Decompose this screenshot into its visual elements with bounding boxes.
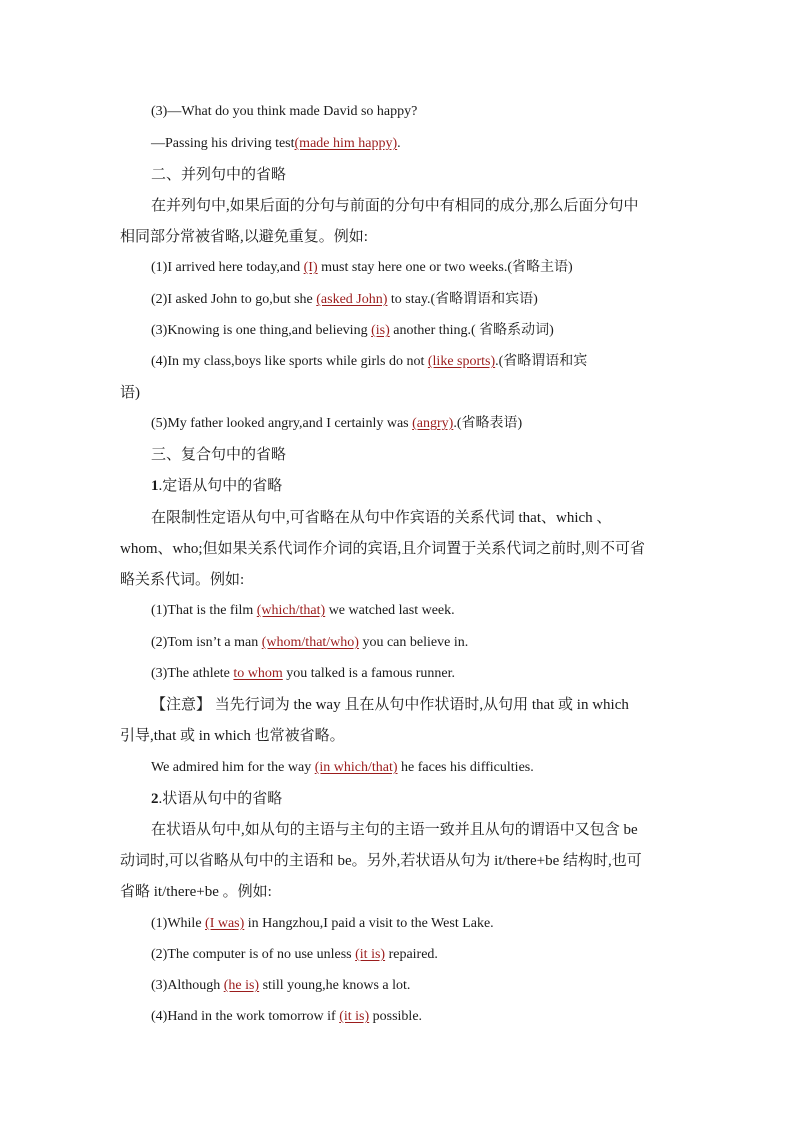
example-sentence	[0, 258, 794, 278]
subsection-heading	[0, 476, 794, 496]
text-segment: (3)Knowing is one thing,and believing	[151, 323, 372, 338]
text-segment: (3)Although	[151, 978, 224, 993]
example-sentence	[0, 352, 794, 372]
text-segment: another thing.( 省略系动词)	[389, 323, 554, 338]
example-sentence	[0, 945, 794, 965]
note-line: 【注意】 当先行词为 the way 且在从句中作状语时,从句用 that 或 in which	[151, 697, 629, 713]
text-segment: .(省略谓语和宾	[495, 354, 588, 369]
text-segment: We admired him for the way	[151, 760, 315, 775]
text-segment: we watched last week.	[325, 603, 455, 618]
text-segment: .(省略表语)	[453, 416, 523, 431]
section-heading: 三、复合句中的省略	[151, 447, 287, 463]
text-segment: (2)The computer is of no use unless	[151, 947, 356, 962]
text-segment: (1)That is the film	[151, 603, 257, 618]
paragraph-line: 语)	[120, 385, 140, 401]
paragraph-line: 略关系代词。例如:	[120, 572, 245, 588]
answer-blank: (which/that)	[256, 603, 326, 618]
text-segment: to stay.(省略谓语和宾语)	[387, 292, 538, 307]
example-sentence	[0, 633, 794, 653]
subsection-title: .定语从句中的省略	[158, 478, 283, 494]
text-segment: in Hangzhou,I paid a visit to the West Lake.	[244, 916, 494, 931]
answer-blank: (angry)	[412, 416, 454, 431]
answer-blank: (asked John)	[316, 292, 388, 307]
paragraph-line: whom、who;但如果关系代词作介词的宾语,且介词置于关系代词之前时,则不可省	[120, 541, 646, 557]
text-segment: (3)The athlete	[151, 666, 234, 681]
paragraph-line: 动词时,可以省略从句中的主语和 be。另外,若状语从句为 it/there+be 结构时,也可	[120, 853, 642, 869]
text-segment: .	[397, 136, 401, 151]
example-sentence	[0, 321, 794, 341]
answer-blank: (made him happy)	[294, 136, 398, 151]
text-segment: (2)I asked John to go,but she	[151, 292, 317, 307]
answer-blank: (I was)	[205, 916, 245, 931]
example-sentence	[0, 290, 794, 310]
example-question: (3)—What do you think made David so happy?	[151, 104, 418, 119]
subsection-heading	[0, 789, 794, 809]
text-segment: you talked is a famous runner.	[282, 666, 456, 681]
text-segment: repaired.	[385, 947, 438, 962]
answer-blank: (I)	[303, 260, 318, 275]
answer-blank: (is)	[371, 323, 390, 338]
text-segment: (4)In my class,boys like sports while girls do not	[151, 354, 428, 369]
answer-blank: (it is)	[339, 1009, 370, 1024]
example-sentence	[0, 976, 794, 996]
answer-blank: (it is)	[355, 947, 386, 962]
answer-blank: (he is)	[223, 978, 260, 993]
text-segment: still young,he knows a lot.	[259, 978, 411, 993]
paragraph-line: 相同部分常被省略,以避免重复。例如:	[120, 229, 368, 245]
example-sentence	[0, 758, 794, 778]
example-sentence	[0, 414, 794, 434]
paragraph-line: 在状语从句中,如从句的主语与主句的主语一致并且从句的谓语中又包含 be	[151, 822, 638, 838]
text-segment: you can believe in.	[358, 635, 469, 650]
example-sentence	[0, 664, 794, 684]
text-segment: —Passing his driving test	[151, 136, 295, 151]
text-segment: (1)While	[151, 916, 206, 931]
paragraph-line: 在限制性定语从句中,可省略在从句中作宾语的关系代词 that、which 、	[151, 510, 612, 526]
subsection-number: 1	[151, 478, 159, 494]
example-answer	[0, 134, 794, 154]
answer-blank: (in which/that)	[314, 760, 398, 775]
note-line: 引导,that 或 in which 也常被省略。	[120, 728, 345, 744]
text-segment: (2)Tom isn’t a man	[151, 635, 262, 650]
text-segment: (1)I arrived here today,and	[151, 260, 304, 275]
section-heading: 二、并列句中的省略	[151, 167, 287, 183]
example-sentence	[0, 914, 794, 934]
example-sentence	[0, 601, 794, 621]
answer-blank: to whom	[233, 666, 283, 681]
answer-blank: (like sports)	[427, 354, 496, 369]
answer-blank: (whom/that/who)	[261, 635, 359, 650]
paragraph-line: 在并列句中,如果后面的分句与前面的分句中有相同的成分,那么后面分句中	[151, 198, 639, 214]
subsection-number: 2	[151, 791, 159, 807]
text-segment: (5)My father looked angry,and I certainly was	[151, 416, 413, 431]
paragraph-line: 省略 it/there+be 。例如:	[120, 884, 272, 900]
text-segment: must stay here one or two weeks.(省略主语)	[317, 260, 573, 275]
example-sentence	[0, 1007, 794, 1027]
text-segment: he faces his difficulties.	[397, 760, 534, 775]
text-segment: possible.	[369, 1009, 423, 1024]
subsection-title: .状语从句中的省略	[158, 791, 283, 807]
text-segment: (4)Hand in the work tomorrow if	[151, 1009, 340, 1024]
